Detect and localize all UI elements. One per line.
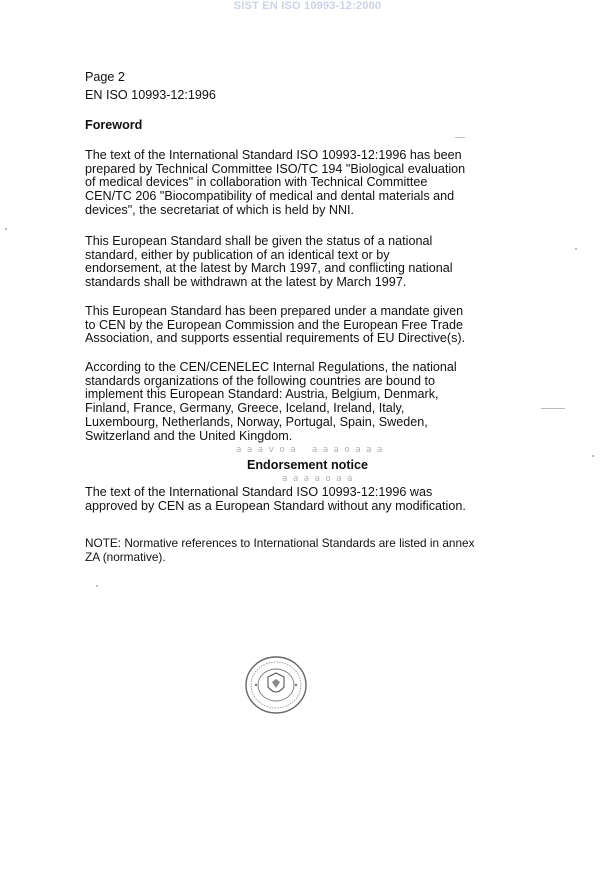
text-line: The text of the International Standard ISO 10993-12:1996 has been — [85, 148, 462, 162]
official-seal-stamp — [244, 655, 308, 715]
text-line: prepared by Technical Committee ISO/TC 194 "Biological evaluation — [85, 161, 466, 176]
text-line: of medical devices" in collaboration with Technical Committee — [85, 175, 428, 190]
text-line: ZA (normative). — [85, 550, 166, 564]
scan-speck — [575, 248, 577, 250]
scan-noise: a a a a o a a — [282, 474, 353, 484]
foreword-paragraph-4 — [85, 361, 530, 443]
text-line: standard, either by publication of an identical text or by — [85, 247, 390, 262]
foreword-heading: Foreword — [85, 118, 143, 132]
standard-number: EN ISO 10993-12:1996 — [85, 88, 216, 102]
text-line: to CEN by the European Commission and the European Free Trade — [85, 317, 464, 332]
scan-noise: a a a v o a a a a o a a a — [236, 445, 383, 455]
text-line: NOTE: Normative references to International Standards are listed in annex — [85, 536, 475, 550]
scan-speck — [5, 228, 7, 230]
scan-speck — [96, 585, 98, 587]
text-line: devices", the secretariat of which is held by NNI. — [85, 202, 355, 217]
text-line: implement this European Standard: Austria, Belgium, Denmark, — [85, 387, 439, 402]
text-line: This European Standard has been prepared under a mandate given — [85, 304, 464, 318]
page-number: Page 2 — [85, 70, 125, 84]
foreword-paragraph-1 — [85, 149, 530, 218]
note-paragraph — [85, 536, 545, 564]
scan-speck — [455, 137, 465, 138]
text-line: endorsement, at the latest by March 1997, and conflicting national — [85, 261, 453, 276]
text-line: This European Standard shall be given the status of a national — [85, 234, 433, 248]
text-line: According to the CEN/CENELEC Internal Regulations, the national — [85, 360, 457, 374]
foreword-paragraph-3 — [85, 305, 530, 346]
text-line: CEN/TC 206 "Biocompatibility of medical and dental materials and — [85, 189, 455, 204]
document-watermark: SIST EN ISO 10993-12:2000 — [233, 0, 382, 12]
scan-speck — [541, 408, 565, 409]
text-line: Association, and supports essential requirements of EU Directive(s). — [85, 331, 466, 346]
text-line: Luxembourg, Netherlands, Norway, Portugal, Spain, Sweden, — [85, 414, 428, 429]
endorsement-paragraph — [85, 486, 545, 513]
text-line: Switzerland and the United Kingdom. — [85, 428, 293, 443]
text-line: standards shall be withdrawn at the latest by March 1997. — [85, 275, 407, 290]
text-line: The text of the International Standard ISO 10993-12:1996 was — [85, 485, 433, 499]
endorsement-heading: Endorsement notice — [246, 458, 369, 472]
text-line: standards organizations of the following countries are bound to — [85, 373, 436, 388]
text-line: approved by CEN as a European Standard without any modification. — [85, 498, 466, 513]
foreword-paragraph-2 — [85, 235, 530, 290]
scan-speck — [592, 455, 594, 457]
text-line: Finland, France, Germany, Greece, Iceland, Ireland, Italy, — [85, 401, 405, 416]
